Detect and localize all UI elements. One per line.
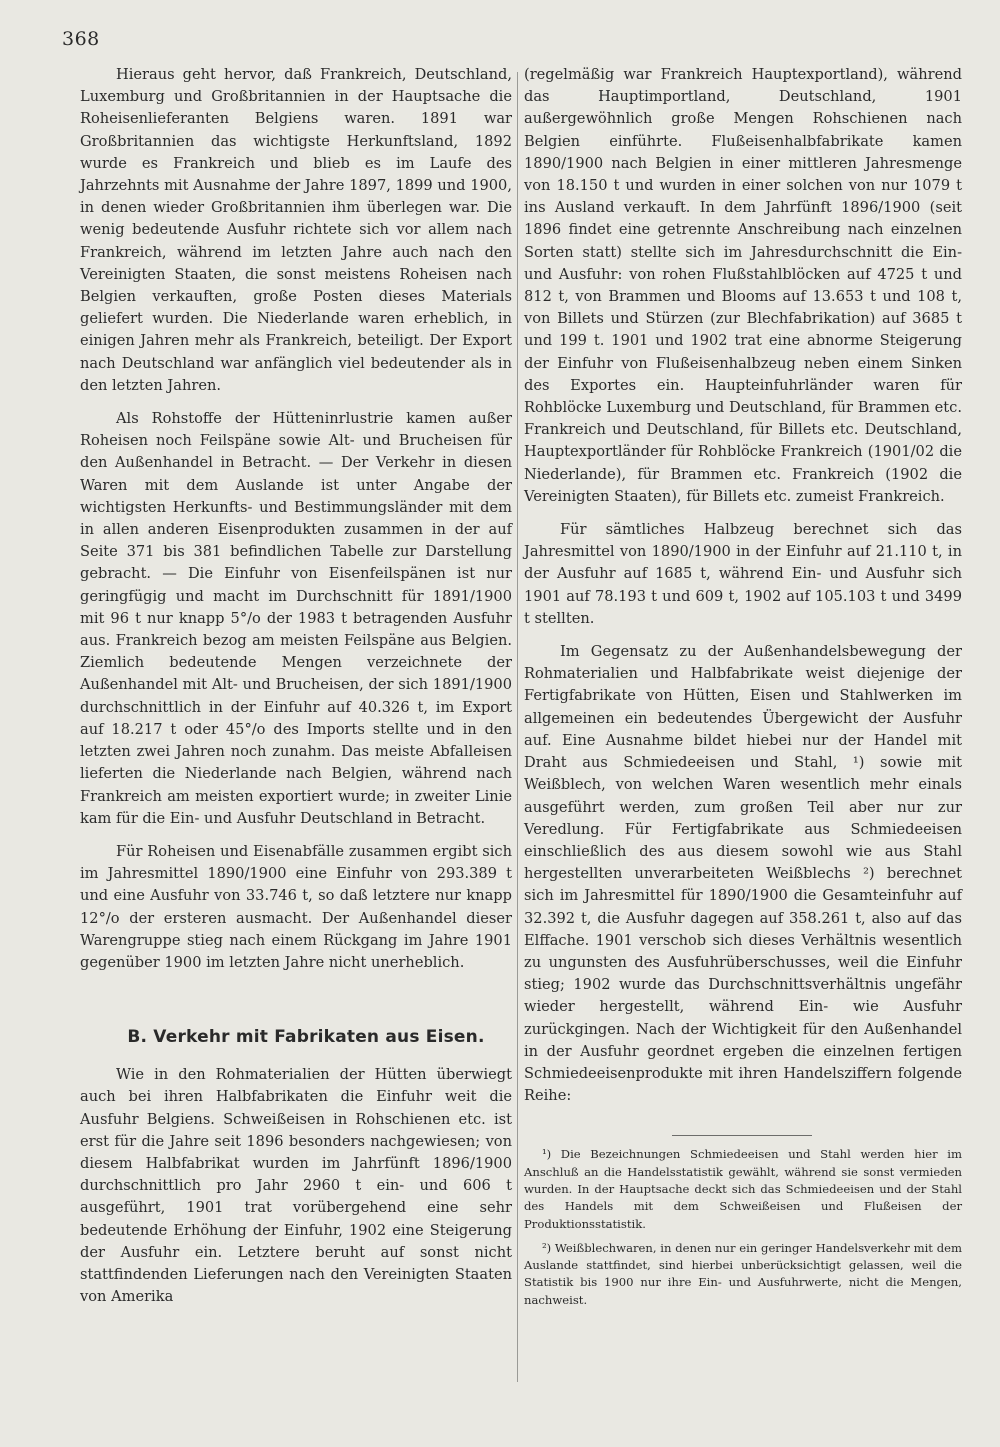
body-paragraph: Im Gegensatz zu der Außenhandelsbewegung der Rohmaterialien und Halbfabrikate weist diejenige der Fertigfabrikate von Hütten, Eisen und Stahlwerken im allgemeinen ein bedeutendes Übergewicht der Ausfuhr auf. Eine Ausnahme bildet hiebei nur der Handel mit Draht aus Schmiedeeisen und Stahl, ¹) sowie mit Weißblech, von welchen Waren wesentlich mehr einals ausgeführt werden, zum großen Teil aber nur zur Veredlung. Für Fertigfabrikate aus Schmiedeeisen einschließlich des aus diesem sowohl wie aus Stahl hergestellten unverarbeiteten Weißblechs ²) berechnet sich im Jahresmittel für 1890/1900 die Gesamteinfuhr auf 32.392 t, die Ausfuhr dagegen auf 358.261 t, also auf das Elffache. 1901 verschob sich dieses Verhältnis wesentlich zu ungunsten des Ausfuhrüberschusses, weil die Einfuhr stieg; 1902 wurde das Durchschnittsverhältnis ungefähr wieder hergestellt, während Ein- wie Ausfuhr zurückgingen. Nach der Wichtigkeit für den Außenhandel in der Ausfuhr geordnet ergeben die einzelnen fertigen Schmiedeeisenprodukte mit ihren Handelsziffern folgende Reihe: <box>524 643 962 1105</box>
footnote-rule <box>672 1135 812 1136</box>
body-paragraph: Hieraus geht hervor, daß Frankreich, Deutschland, Luxemburg und Großbritannien in der Hauptsache die Roheisenlieferanten Belgiens waren. 1891 war Großbritannien das wichtigste Herkunftsland, 1892 wurde es Frankreich und blieb es im Laufe des Jahrzehnts mit Ausnahme der Jahre 1897, 1899 und 1900, in denen wieder Großbritannien ihm überlegen war. Die wenig bedeutende Ausfuhr richtete sich vor allem nach Frankreich, während im letzten Jahre auch nach den Vereinigten Staaten, die sonst meistens Roheisen nach Belgien verkauften, große Posten dieses Materials geliefert wurden. Die Niederlande waren erheblich, in einigen Jahren mehr als Frankreich, beteiligt. Der Export nach Deutschland war anfänglich viel bedeutender als in den letzten Jahren. <box>80 66 512 394</box>
body-paragraph: Für sämtliches Halbzeug berechnet sich das Jahresmittel von 1890/1900 in der Einfuhr auf 21.110 t, in der Ausfuhr auf 1685 t, während Ein- und Ausfuhr sich 1901 auf 78.193 t und 609 t, 1902 auf 105.103 t und 3499 t stellten. <box>524 521 962 627</box>
body-paragraph: Als Rohstoffe der Hütteninrlustrie kamen außer Roheisen noch Feilspäne sowie Alt- und Brucheisen für den Außenhandel in Betracht. — Der Verkehr in diesen Waren mit dem Auslande ist unter Angabe der wichtigsten Herkunfts- und Bestimmungsländer mit dem in allen anderen Eisenprodukten zusammen in der auf Seite 371 bis 381 befindlichen Tabelle zur Darstellung gebracht. — Die Einfuhr von Eisenfeilspänen ist nur geringfügig und macht im Durchschnitt für 1891/1900 mit 96 t nur knapp 5°/o der 1983 t betragenden Ausfuhr aus. Frankreich bezog am meisten Feilspäne aus Belgien. Ziemlich bedeutende Mengen verzeichnete der Außenhandel mit Alt- und Brucheisen, der sich 1891/1900 durchschnittlich in der Einfuhr auf 40.326 t, im Export auf 18.217 t oder 45°/o des Imports stellte und in den letzten zwei Jahren noch zunahm. Das meiste Abfalleisen lieferten die Niederlande nach Belgien, während nach Frankreich am meisten exportiert wurde; in zweiter Linie kam für die Ein- und Ausfuhr Deutschland in Betracht. <box>80 410 512 827</box>
page-number: 368 <box>62 28 100 50</box>
body-paragraph: Wie in den Rohmaterialien der Hütten überwiegt auch bei ihren Halbfabrikaten die Einfuhr weit die Ausfuhr Belgiens. Schweißeisen in Rohschienen etc. ist erst für die Jahre seit 1896 besonders nachgewiesen; von diesem Halbfabrikat wurden im Jahrfünft 1896/1900 durchschnittlich pro Jahr 2960 t ein- und 606 t ausgeführt, 1901 trat vorübergehend eine sehr bedeutende Erhöhung der Einfuhr, 1902 eine Steigerung der Ausfuhr ein. Letztere beruht auf sonst nicht stattfindenden Lieferungen nach den Vereinigten Staaten von Amerika <box>80 1066 512 1306</box>
section-heading: B. Verkehr mit Fabrikaten aus Eisen. <box>127 1027 485 1048</box>
right-column <box>524 64 962 1309</box>
footnote: ¹) Die Bezeichnungen Schmiedeeisen und Stahl werden hier im Anschluß an die Handelsstatistik gewählt, während sie sonst vermieden wurden. In der Hauptsache deckt sich das Schmiedeeisen und der Stahl des Handels mit dem Schweißeisen und Flußeisen der Produktionsstatistik. <box>524 1147 962 1231</box>
footnote: ²) Weißblechwaren, in denen nur ein geringer Handelsverkehr mit dem Auslande stattfindet, sind hierbei unberücksichtigt gelassen, weil die Statistik bis 1900 nur ihre Ein- und Ausfuhrwerte, nicht die Mengen, nachweist. <box>524 1240 962 1307</box>
body-paragraph: (regelmäßig war Frankreich Hauptexportland), während das Hauptimportland, Deutschland, 1901 außergewöhnlich große Mengen Rohschienen nach Belgien einführte. Flußeisenhalbfabrikate kamen 1890/1900 nach Belgien in einer mittleren Jahresmenge von 18.150 t und wurden in einer solchen von nur 1079 t ins Ausland verkauft. In dem Jahrfünft 1896/1900 (seit 1896 findet eine getrennte Anschreibung nach einzelnen Sorten statt) stellte sich im Jahresdurchschnitt die Ein- und Ausfuhr: von rohen Flußstahlblöcken auf 4725 t und 812 t, von Brammen und Blooms auf 13.653 t und 108 t, von Billets und Stürzen (zur Blechfabrikation) auf 3685 t und 199 t. 1901 und 1902 trat eine abnorme Steigerung der Einfuhr von Flußeisenhalbzeug neben einem Sinken des Exportes ein. Haupteinfuhrländer waren für Rohblöcke Luxemburg und Deutschland, für Brammen etc. Frankreich und Deutschland, für Billets etc. Deutschland, Hauptexportländer für Rohblöcke Frankreich (1901/02 die Niederlande), für Brammen etc. Frankreich (1902 die Vereinigten Staaten), für Billets etc. zumeist Frankreich. <box>524 66 962 505</box>
left-column <box>80 64 512 1308</box>
column-rule <box>517 72 518 1382</box>
body-paragraph: Für Roheisen und Eisenabfälle zusammen ergibt sich im Jahresmittel 1890/1900 eine Einfuhr von 293.389 t und eine Ausfuhr von 33.746 t, so daß letztere nur knapp 12°/o der ersteren ausmacht. Der Außenhandel dieser Warengruppe stieg nach einem Rückgang im Jahre 1901 gegenüber 1900 im letzten Jahre nicht unerheblich. <box>80 842 512 971</box>
